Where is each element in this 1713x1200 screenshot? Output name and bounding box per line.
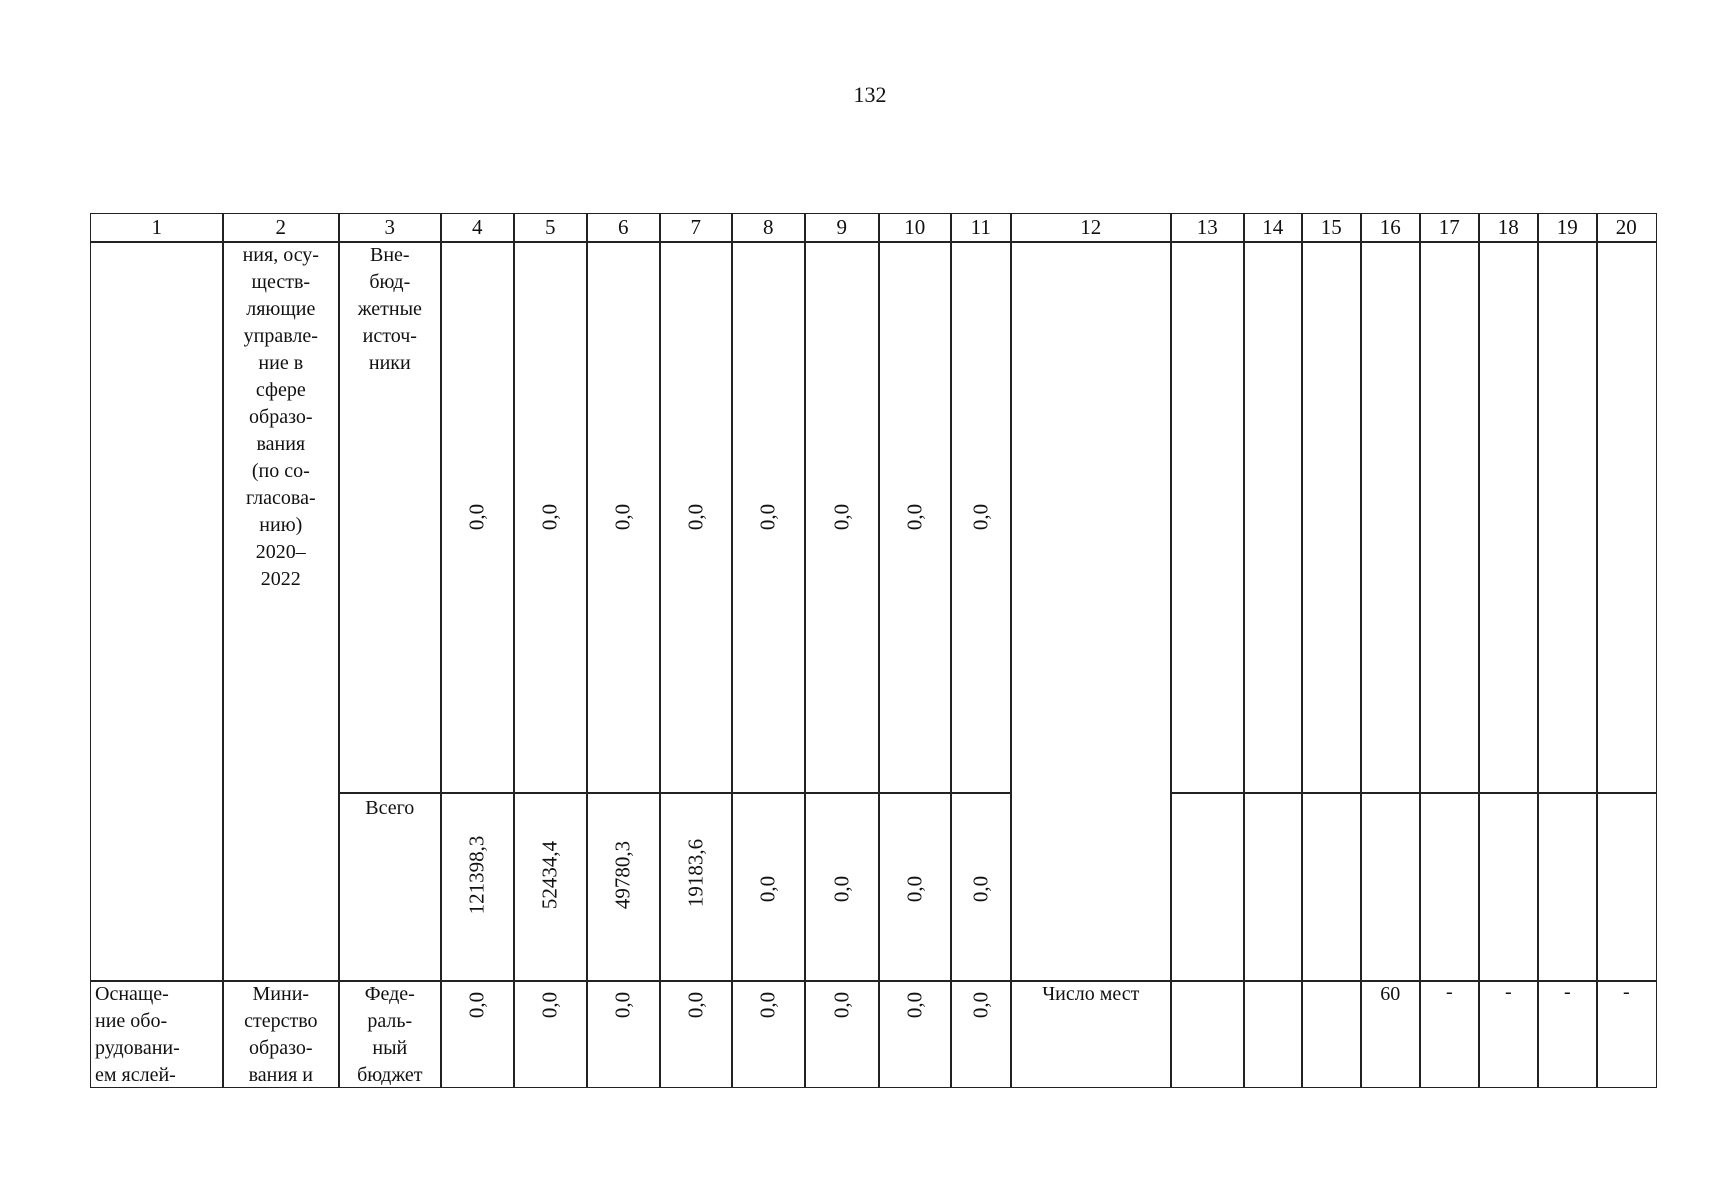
source-label: Феде- раль- ный бюджет xyxy=(357,983,423,1086)
cell-col3-subA xyxy=(338,241,442,794)
column-number-cell xyxy=(1243,213,1303,243)
cell-col16-block2 xyxy=(1360,980,1421,1088)
cell-empty-subB xyxy=(1537,792,1598,982)
column-number-cell xyxy=(1596,213,1657,243)
cell-value-subA xyxy=(659,241,733,794)
column-number-cell xyxy=(586,213,661,243)
cell-value-subB xyxy=(731,792,806,982)
cell-value-block2 xyxy=(659,980,733,1088)
cell-col3-block2 xyxy=(338,980,442,1088)
cell-value-subA xyxy=(950,241,1012,794)
cell-value-block2 xyxy=(440,980,515,1088)
column-number: 9 xyxy=(836,215,848,239)
column-number: 11 xyxy=(970,215,991,239)
column-number: 20 xyxy=(1615,215,1637,239)
cell-empty-subB xyxy=(1360,792,1421,982)
column-number-cell xyxy=(1537,213,1598,243)
value: 0,0 xyxy=(683,991,708,1019)
value: 49780,3 xyxy=(610,840,635,910)
cell-dash-block2 xyxy=(1478,980,1539,1088)
cell-value-subB xyxy=(950,792,1012,982)
column-number-cell xyxy=(731,213,806,243)
cell-value-subA xyxy=(804,241,880,794)
column-number: 6 xyxy=(618,215,629,239)
column-number-cell xyxy=(1170,213,1245,243)
cell-col1-block1 xyxy=(90,241,224,982)
responsible-text: Мини- стерство образо- вания и xyxy=(244,983,318,1086)
value: 0,0 xyxy=(902,503,927,531)
cell-dash-block2 xyxy=(1596,980,1657,1088)
cell-dash-block2 xyxy=(1419,980,1480,1088)
value: 0,0 xyxy=(829,991,854,1019)
column-number: 12 xyxy=(1080,215,1102,239)
cell-col2-block1 xyxy=(222,241,340,982)
cell-col2-block2 xyxy=(222,980,340,1088)
cell-value-subA xyxy=(586,241,661,794)
cell-value-block2 xyxy=(731,980,806,1088)
cell-col12-block1 xyxy=(1010,241,1172,982)
column-number: 7 xyxy=(690,215,702,239)
source-label: Всего xyxy=(365,797,415,819)
column-number: 10 xyxy=(904,215,926,239)
cell-empty-subA xyxy=(1301,241,1362,794)
value: 0,0 xyxy=(755,503,780,531)
cell-value-subA xyxy=(440,241,515,794)
cell-empty-subB xyxy=(1596,792,1657,982)
value: 0,0 xyxy=(537,503,562,531)
dash-value: - xyxy=(1504,981,1512,1003)
indicator-name: Число мест xyxy=(1042,983,1140,1005)
cell-value-subA xyxy=(513,241,588,794)
cell-value-block2 xyxy=(513,980,588,1088)
value: 0,0 xyxy=(464,503,489,531)
cell-value-subA xyxy=(878,241,952,794)
cell-value-block2 xyxy=(950,980,1012,1088)
cell-empty-subB xyxy=(1243,792,1303,982)
column-number-cell xyxy=(1301,213,1362,243)
column-number-cell xyxy=(1360,213,1421,243)
dash-value: - xyxy=(1622,981,1630,1003)
source-label: Вне- бюд- жетные источ- ники xyxy=(357,244,422,374)
value: 0,0 xyxy=(610,991,635,1019)
cell-value-subA xyxy=(731,241,806,794)
indicator-value: 60 xyxy=(1380,983,1401,1005)
cell-value-subB xyxy=(513,792,588,982)
column-number: 2 xyxy=(275,215,287,239)
cell-value-subB xyxy=(804,792,880,982)
cell-value-block2 xyxy=(586,980,661,1088)
cell-empty-subA xyxy=(1170,241,1245,794)
cell-empty-subB xyxy=(1170,792,1245,982)
cell-col1-block2 xyxy=(90,980,224,1088)
value: 0,0 xyxy=(902,875,927,903)
value: 0,0 xyxy=(537,991,562,1019)
value: 0,0 xyxy=(829,503,854,531)
cell-value-subB xyxy=(440,792,515,982)
cell-empty-subB xyxy=(1478,792,1539,982)
cell-empty-subA xyxy=(1478,241,1539,794)
column-number: 19 xyxy=(1556,215,1578,239)
column-number: 3 xyxy=(384,215,396,239)
value: 0,0 xyxy=(968,875,993,903)
cell-value-subB xyxy=(659,792,733,982)
column-number-cell xyxy=(878,213,952,243)
column-number: 8 xyxy=(763,215,774,239)
cell-empty-subA xyxy=(1537,241,1598,794)
cell-empty-subA xyxy=(1419,241,1480,794)
column-number: 14 xyxy=(1262,215,1284,239)
cell-indicator xyxy=(1010,980,1172,1088)
cell-value-block2 xyxy=(878,980,952,1088)
column-number: 18 xyxy=(1497,215,1519,239)
cell-empty-block2 xyxy=(1170,980,1245,1088)
cell-empty-block2 xyxy=(1301,980,1362,1088)
value: 19183,6 xyxy=(683,838,708,908)
column-number-cell xyxy=(440,213,515,243)
column-number-cell xyxy=(659,213,733,243)
value: 0,0 xyxy=(968,503,993,531)
column-number: 5 xyxy=(545,215,556,239)
value: 121398,3 xyxy=(464,835,489,915)
cell-empty-subA xyxy=(1596,241,1657,794)
column-number-cell xyxy=(1419,213,1480,243)
column-number-cell xyxy=(1478,213,1539,243)
cell-empty-subA xyxy=(1360,241,1421,794)
value: 0,0 xyxy=(829,875,854,903)
column-number: 4 xyxy=(472,215,483,239)
value: 0,0 xyxy=(610,503,635,531)
column-number-cell xyxy=(222,213,340,243)
cell-value-subB xyxy=(586,792,661,982)
cell-empty-subB xyxy=(1419,792,1480,982)
column-number-cell xyxy=(513,213,588,243)
cell-value-subB xyxy=(878,792,952,982)
column-number-cell xyxy=(1010,213,1172,243)
column-number-cell xyxy=(338,213,442,243)
cell-col3-subB xyxy=(338,792,442,982)
responsible-text: ния, осу- ществ- ляющие управле- ние в сфере образо- вания (по со- гласова- нию) 2020– 2022 xyxy=(242,244,319,590)
column-number: 15 xyxy=(1320,215,1342,239)
value: 0,0 xyxy=(755,991,780,1019)
column-number-cell xyxy=(90,213,224,243)
value: 52434,4 xyxy=(537,840,562,910)
cell-dash-block2 xyxy=(1537,980,1598,1088)
value: 0,0 xyxy=(968,991,993,1019)
measure-name: Оснаще- ние обо- рудовани- ем яслей- xyxy=(95,983,180,1086)
column-number: 1 xyxy=(151,215,163,239)
value: 0,0 xyxy=(755,875,780,903)
cell-empty-subA xyxy=(1243,241,1303,794)
cell-value-block2 xyxy=(804,980,880,1088)
cell-empty-block2 xyxy=(1243,980,1303,1088)
value: 0,0 xyxy=(683,503,708,531)
value: 0,0 xyxy=(902,991,927,1019)
cell-empty-subB xyxy=(1301,792,1362,982)
column-number-cell xyxy=(804,213,880,243)
column-number: 17 xyxy=(1438,215,1460,239)
column-number: 13 xyxy=(1196,215,1218,239)
dash-value: - xyxy=(1445,981,1453,1003)
column-number: 16 xyxy=(1379,215,1401,239)
page-number: 132 xyxy=(853,82,887,107)
value: 0,0 xyxy=(464,991,489,1019)
column-number-cell xyxy=(950,213,1012,243)
dash-value: - xyxy=(1563,981,1571,1003)
